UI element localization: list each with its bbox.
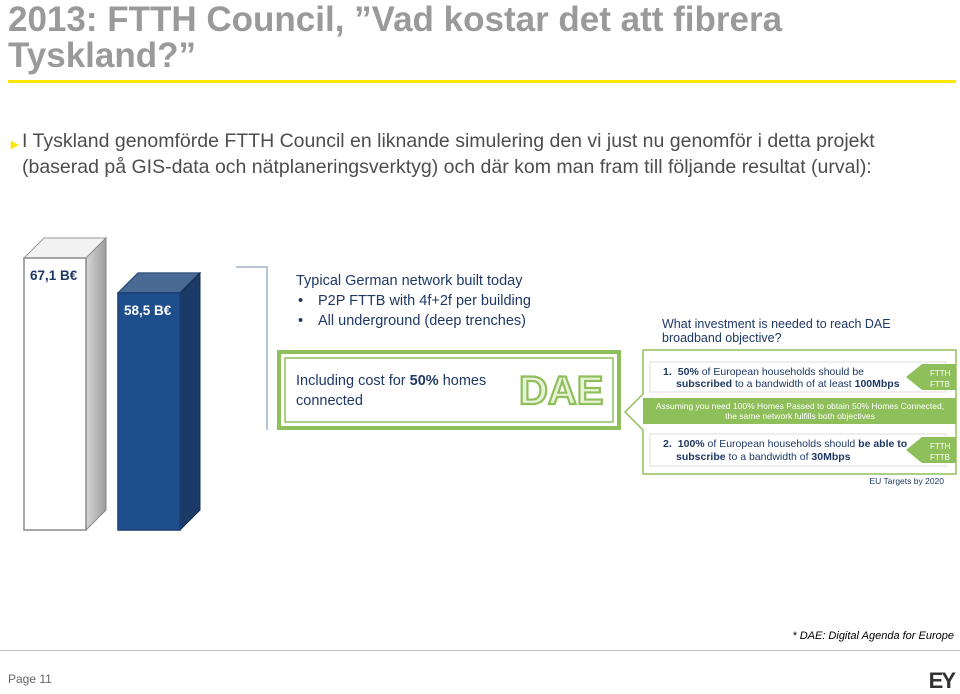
objective-1-tag-2: FTTB: [930, 380, 950, 389]
bar: [24, 258, 86, 530]
arrow-bullet-icon: ►: [8, 136, 22, 152]
objective-1-line2: subscribed to a bandwidth of at least 100Mbps: [676, 378, 900, 390]
objective-1-line1: 1. 50% of European households should be: [663, 366, 864, 378]
panel-today-bullet-2: [298, 313, 526, 329]
objective-2-tag-2: FTTB: [930, 453, 950, 462]
objective-2-line2: subscribe to a bandwidth of 30Mbps: [676, 451, 851, 463]
page-title: 2013: FTTH Council, ”Vad kostar det att fibrera Tyskland?”: [8, 0, 783, 75]
eu-targets-label: EU Targets by 2020: [869, 476, 944, 486]
objective-1-tag-1: FTTH: [930, 369, 951, 378]
ey-logo: EY: [928, 668, 954, 693]
objectives-question-2: broadband objective?: [662, 331, 782, 345]
bullet-dot: •: [298, 293, 304, 309]
panel-today-item-1: P2P FTTB with 4f+2f per building: [318, 293, 531, 309]
objectives-question-1: What investment is needed to reach DAE: [662, 317, 891, 331]
bullet-text: I Tyskland genomförde FTTH Council en liknande simulering den vi just nu genomför i detta projekt (baserad på GIS-data och nätplaneringsverktyg) och där kom man fram till följande resultat (urval):: [22, 130, 875, 178]
dae-badge: DAE: [519, 369, 604, 413]
footer-divider: [0, 650, 960, 651]
bar-chart: [24, 238, 200, 530]
bar-side-face: [86, 238, 106, 530]
assumption-line1: Assuming you need 100% Homes Passed to obtain 50% Homes Connected,: [655, 401, 945, 411]
page-number: Page 11: [8, 672, 52, 686]
dae-box-line2: connected: [296, 393, 363, 409]
footnote: * DAE: Digital Agenda for Europe: [792, 630, 954, 642]
assumption-line2: the same network fulfills both objectives: [725, 411, 875, 421]
bar-value-label: 58,5 B€: [124, 302, 172, 318]
panel-today-bullet-1: [298, 293, 531, 309]
panel-today-heading: Typical German network built today: [296, 273, 523, 289]
panel-today-item-2: All underground (deep trenches): [318, 313, 526, 329]
bar: [118, 293, 180, 530]
bar-side-face: [180, 273, 200, 530]
dae-box-line1: Including cost for 50% homes: [296, 373, 487, 389]
objective-2-tag-1: FTTH: [930, 442, 951, 451]
bar-value-label: 67,1 B€: [30, 268, 78, 283]
objective-2-line1: 2. 100% of European households should be able to: [663, 438, 908, 450]
bullet-dot: •: [298, 313, 304, 329]
